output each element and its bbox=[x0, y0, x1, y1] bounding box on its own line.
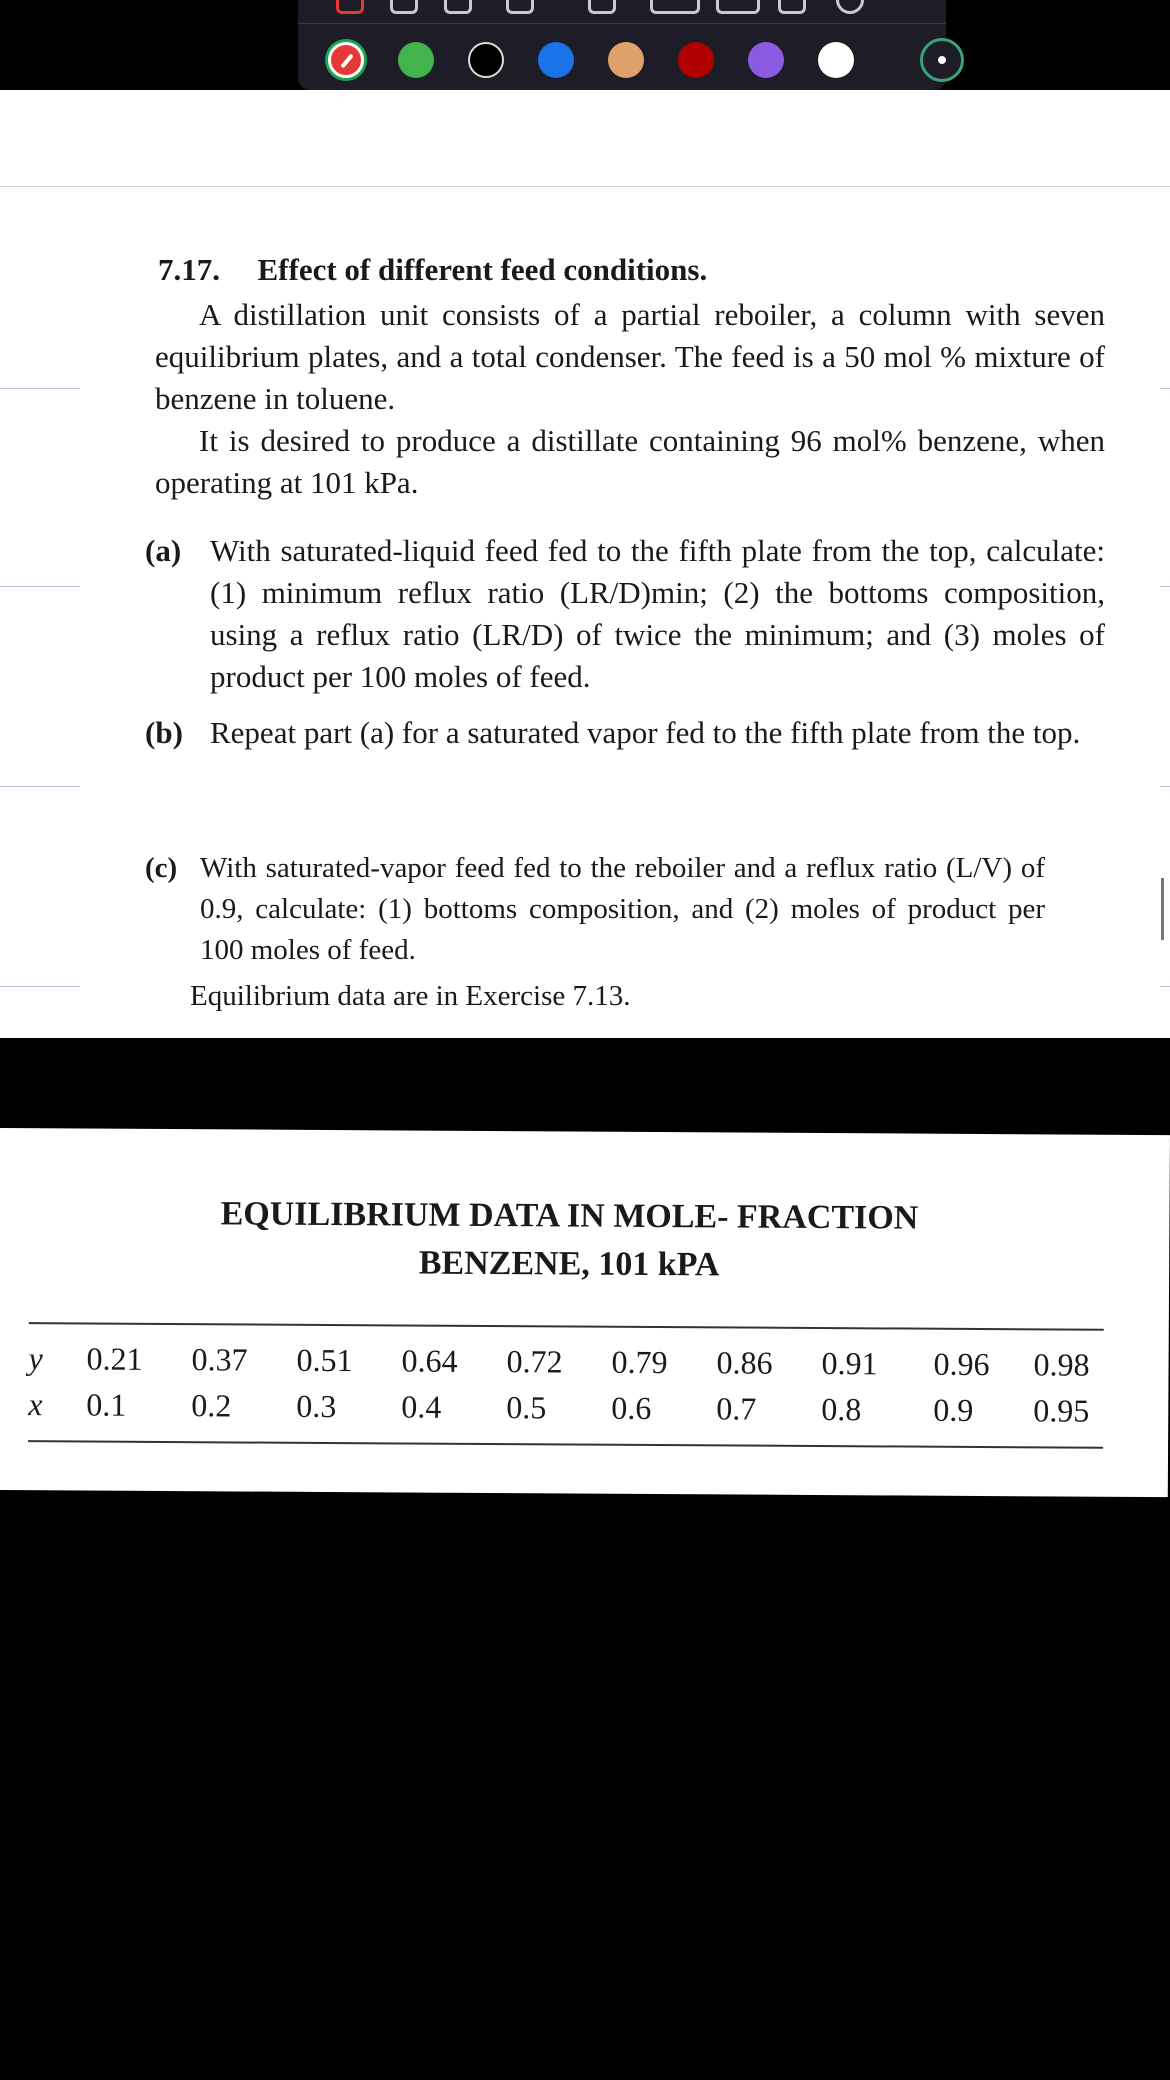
x-cell: 0.9 bbox=[933, 1391, 974, 1428]
part-b-text: Repeat part (a) for a saturated vapor fed to the fifth plate from the top. bbox=[210, 715, 1081, 750]
margin-line bbox=[1160, 786, 1170, 787]
x-cell: 0.2 bbox=[191, 1387, 232, 1424]
marker-tool-icon[interactable] bbox=[444, 0, 472, 14]
paragraph-1-text: A distillation unit consists of a partial reboiler, a column with seven equilibrium plates, and a total condenser. The feed is a 50 mol % mixture of benzene in toluene. bbox=[155, 297, 1105, 416]
margin-line bbox=[1160, 388, 1170, 389]
y-cell: 0.98 bbox=[1033, 1346, 1090, 1383]
x-cell: 0.5 bbox=[506, 1389, 547, 1426]
y-cell: 0.72 bbox=[506, 1343, 563, 1380]
page-top-rule bbox=[0, 186, 1170, 187]
x-cell: 0.4 bbox=[401, 1388, 442, 1425]
color-white-swatch[interactable] bbox=[818, 42, 854, 78]
x-label: x bbox=[28, 1386, 43, 1423]
margin-line bbox=[1160, 586, 1170, 587]
line-tool-icon[interactable] bbox=[650, 0, 700, 14]
table-title-line-1: EQUILIBRIUM DATA IN MOLE- FRACTION bbox=[220, 1195, 919, 1237]
annotation-toolbar bbox=[298, 0, 946, 90]
margin-line bbox=[0, 986, 80, 987]
part-c bbox=[145, 848, 1045, 971]
x-cell: 0.95 bbox=[1033, 1392, 1090, 1429]
shape-tool-icon[interactable] bbox=[716, 0, 760, 14]
part-b bbox=[145, 712, 1105, 754]
paragraph-2 bbox=[155, 420, 1105, 504]
exercise-number: 7.17. bbox=[158, 252, 220, 287]
y-cell: 0.96 bbox=[933, 1345, 990, 1383]
color-green-swatch[interactable] bbox=[398, 42, 434, 78]
paragraph-2-text: It is desired to produce a distillate containing 96 mol% benzene, when operating at 101 kPa. bbox=[155, 423, 1105, 500]
color-picker-button[interactable] bbox=[920, 38, 964, 82]
x-cell: 0.7 bbox=[716, 1390, 757, 1427]
table-title-line-2: BENZENE, 101 kPA bbox=[418, 1244, 720, 1284]
part-b-label: (b) bbox=[145, 715, 183, 750]
margin-line bbox=[0, 786, 80, 787]
paragraph-1 bbox=[155, 294, 1105, 420]
x-cell: 0.8 bbox=[821, 1391, 862, 1428]
toolbar-divider bbox=[298, 23, 946, 24]
y-cell: 0.21 bbox=[86, 1340, 143, 1377]
color-red-swatch[interactable] bbox=[328, 42, 364, 78]
x-cell: 0.3 bbox=[296, 1387, 337, 1425]
margin-line bbox=[0, 388, 80, 389]
pen-icon bbox=[340, 54, 353, 69]
y-cell: 0.64 bbox=[401, 1342, 458, 1379]
y-cell: 0.37 bbox=[191, 1341, 248, 1378]
x-cell: 0.1 bbox=[86, 1386, 127, 1423]
color-purple-swatch[interactable] bbox=[748, 42, 784, 78]
highlighter-tool-icon[interactable] bbox=[336, 0, 364, 14]
part-a-text: With saturated-liquid feed fed to the fifth plate from the top, calculate: (1) minimum reflux ratio (LR/D)min; (2) the bottoms composition, using a reflux ratio (LR/D) of twice the minimum; and (3) moles of product per 100 moles of feed. bbox=[210, 533, 1105, 694]
y-label: y bbox=[28, 1340, 43, 1377]
exercise-heading bbox=[158, 252, 707, 288]
margin-line bbox=[1160, 986, 1170, 987]
margin-line bbox=[0, 586, 80, 587]
exercise-title: Effect of different feed conditions. bbox=[257, 252, 708, 287]
y-cell: 0.51 bbox=[296, 1341, 353, 1379]
color-blue-swatch[interactable] bbox=[538, 42, 574, 78]
color-tan-swatch[interactable] bbox=[608, 42, 644, 78]
circle-tool-icon[interactable] bbox=[836, 0, 864, 14]
part-c-text: With saturated-vapor feed fed to the reboiler and a reflux ratio (L/V) of 0.9, calculate: (1) bottoms composition, and (2) moles of product per 100 moles of feed. bbox=[200, 852, 1045, 966]
part-c-label: (c) bbox=[145, 852, 178, 884]
x-cell: 0.6 bbox=[611, 1389, 652, 1426]
pin-tool-icon[interactable] bbox=[778, 0, 806, 14]
part-a-label: (a) bbox=[145, 533, 182, 568]
pen-tool-icon[interactable] bbox=[390, 0, 418, 14]
table-bottom-rule bbox=[28, 1440, 1103, 1449]
table-top-rule bbox=[29, 1322, 1104, 1331]
y-cell: 0.86 bbox=[716, 1344, 773, 1381]
color-picker-icon bbox=[938, 56, 946, 64]
lasso-tool-icon[interactable] bbox=[588, 0, 616, 14]
tool-row bbox=[298, 0, 946, 22]
y-cell: 0.79 bbox=[611, 1343, 668, 1381]
document-page-2 bbox=[0, 1128, 1170, 1497]
document-page-1 bbox=[0, 90, 1170, 1038]
scroll-indicator[interactable] bbox=[1161, 878, 1164, 940]
y-cell: 0.91 bbox=[821, 1345, 878, 1382]
color-dark-red-swatch[interactable] bbox=[678, 42, 714, 78]
equilibrium-note: Equilibrium data are in Exercise 7.13. bbox=[190, 980, 631, 1012]
eraser-tool-icon[interactable] bbox=[506, 0, 534, 14]
part-a bbox=[145, 530, 1105, 698]
color-black-swatch[interactable] bbox=[468, 42, 504, 78]
